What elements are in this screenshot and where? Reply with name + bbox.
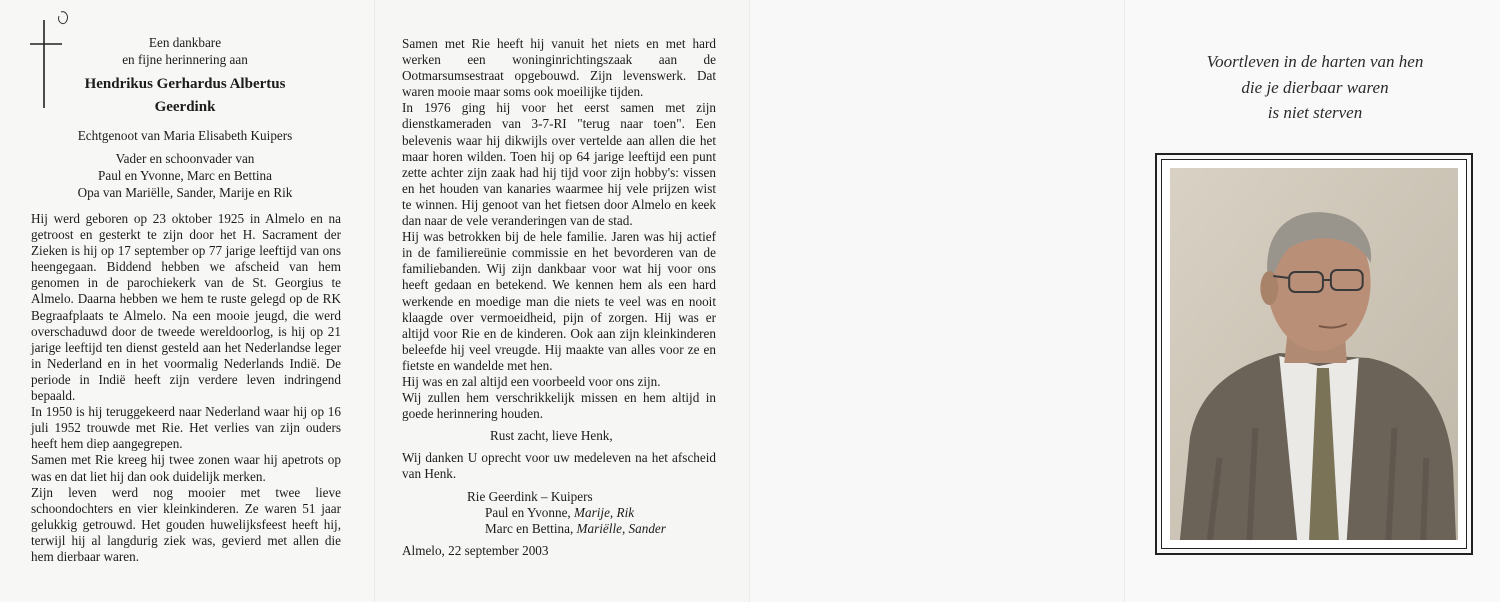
portrait-photo [1170,168,1458,540]
deceased-name: Hendrikus Gerhardus Albertus [84,76,286,92]
place-date: Almelo, 22 september 2003 [402,542,549,558]
right-panel [1125,0,1500,602]
bio-paragraph: Zijn leven werd nog mooier met twee lieve schoondochters en vier kleinkinderen. Ze waren 51 jaar gelukkig getrouwd. Het gouden huwelijksfeest heeft hij, terwijl hij al langdurig ziek was, gevierd met allen die hem dierbaar waren. [31,484,341,564]
story-paragraph: Samen met Rie heeft hij vanuit het niets en met hard werken een woninginrichtingszaak aan de Ootmarsumsestraat opgebouwd. Zijn levenswerk. Dat waren mooie maar soms ook moeilijke tijden. [402,36,716,100]
signature-line: Marc en Bettina, Mariëlle, Sander [485,520,666,536]
family-line: Vader en schoonvader van [115,151,255,166]
fold-line [1124,0,1126,602]
middle-panel [375,0,750,602]
announcement-header [62,34,308,119]
story-paragraph: Wij zullen hem verschrikkelijk missen en hem altijd in goede herinnering houden. [402,390,716,422]
family-line: Paul en Yvonne, Marc en Bettina [98,168,272,183]
poem-line: is niet sterven [1267,103,1363,122]
fold-line [749,0,751,602]
story-paragraph: Hij was betrokken bij de hele familie. Jaren was hij actief in de familiereünie commissie en het bevorderen van de familiebanden. Wij zijn dankbaar voor wat hij voor ons heeft gedaan en betekend. We kennen hem als een hard werkende en moedige man die niets te veel was en nooit klaagde over vermoeidheid, pijn of zorgen. Hij was er altijd voor Rie en de kinderen. Ook aan zijn kleinkinderen beleefde hij veel vreugde. Hij maakte van alles voor ze en fietste en wandelde met hen. [402,229,716,373]
story-paragraph: In 1976 ging hij voor het eerst samen met zijn dienstkameraden van 3-7-RI "terug naar toen". Een belevenis waar hij dikwijls over vertelde aan allen die het maar horen wilden. Toen hij op 64 jarige leeftijd een punt zette achter zijn zaak had hij tijd voor zijn hobby's: vissen en het houden van kanaries waarmee hij vele prijzen wist te winnen. Hij genoot van het fietsen door Almelo en keek dan naar de vele veranderingen van de stad. [402,100,716,229]
family-block [22,127,348,201]
intro-line: en fijne herinnering aan [122,52,248,67]
photo-frame [1155,153,1473,555]
poem-line: die je dierbaar waren [1241,77,1389,97]
signature-line: Paul en Yvonne, Marije, Rik [485,504,635,520]
fold-line [374,0,376,602]
bio-paragraph: In 1950 is hij teruggekeerd naar Nederland waar hij op 16 juli 1952 trouwde met Rie. Het verlies van zijn ouders heeft hem diep aangegrepen. [31,404,341,452]
bio-paragraph: Samen met Rie kreeg hij twee zonen waar hij apetrots op was en dat liet hij dan ook duidelijk merken. [31,452,341,484]
family-line: Opa van Mariëlle, Sander, Marije en Rik [77,185,293,200]
poem [1155,49,1475,126]
life-story [402,36,716,559]
blank-panel [750,0,1125,602]
farewell-line: Rust zacht, lieve Henk, [490,428,613,444]
left-panel [0,0,375,602]
biography [31,211,341,565]
bio-paragraph: Hij werd geboren op 23 oktober 1925 in Almelo en na getroost en gesterkt te zijn door het H. Sacrament der Zieken is hij op 17 september op 77 jarige leeftijd van ons heengegaan. Biddend hebben we afscheid van hem genomen in de parochiekerk van de St. Georgius te Almelo. Daarna hebben we hem te ruste gelegd op de RK Begraafplaats te Almelo. Na een mooie jeugd, die werd overschaduwd door de tweede wereldoorlog, is hij op 21 jarige leeftijd ten dienst gesteld aan het Nederlandse leger in Nederland en in het voormalig Nederlands Indië. De periode in Indië heeft zijn verdere leven indringend bepaald. [31,211,341,404]
spouse-line: Echtgenoot van Maria Elisabeth Kuipers [77,128,293,143]
deceased-surname: Geerdink [154,99,216,115]
intro-line: Een dankbare [148,35,222,50]
signature-line: Rie Geerdink – Kuipers [467,488,593,504]
story-paragraph: Hij was en zal altijd een voorbeeld voor ons zijn. [402,373,661,389]
thanks-paragraph: Wij danken U oprecht voor uw medeleven na het afscheid van Henk. [402,450,716,482]
poem-line: Voortleven in de harten van hen [1206,52,1424,71]
